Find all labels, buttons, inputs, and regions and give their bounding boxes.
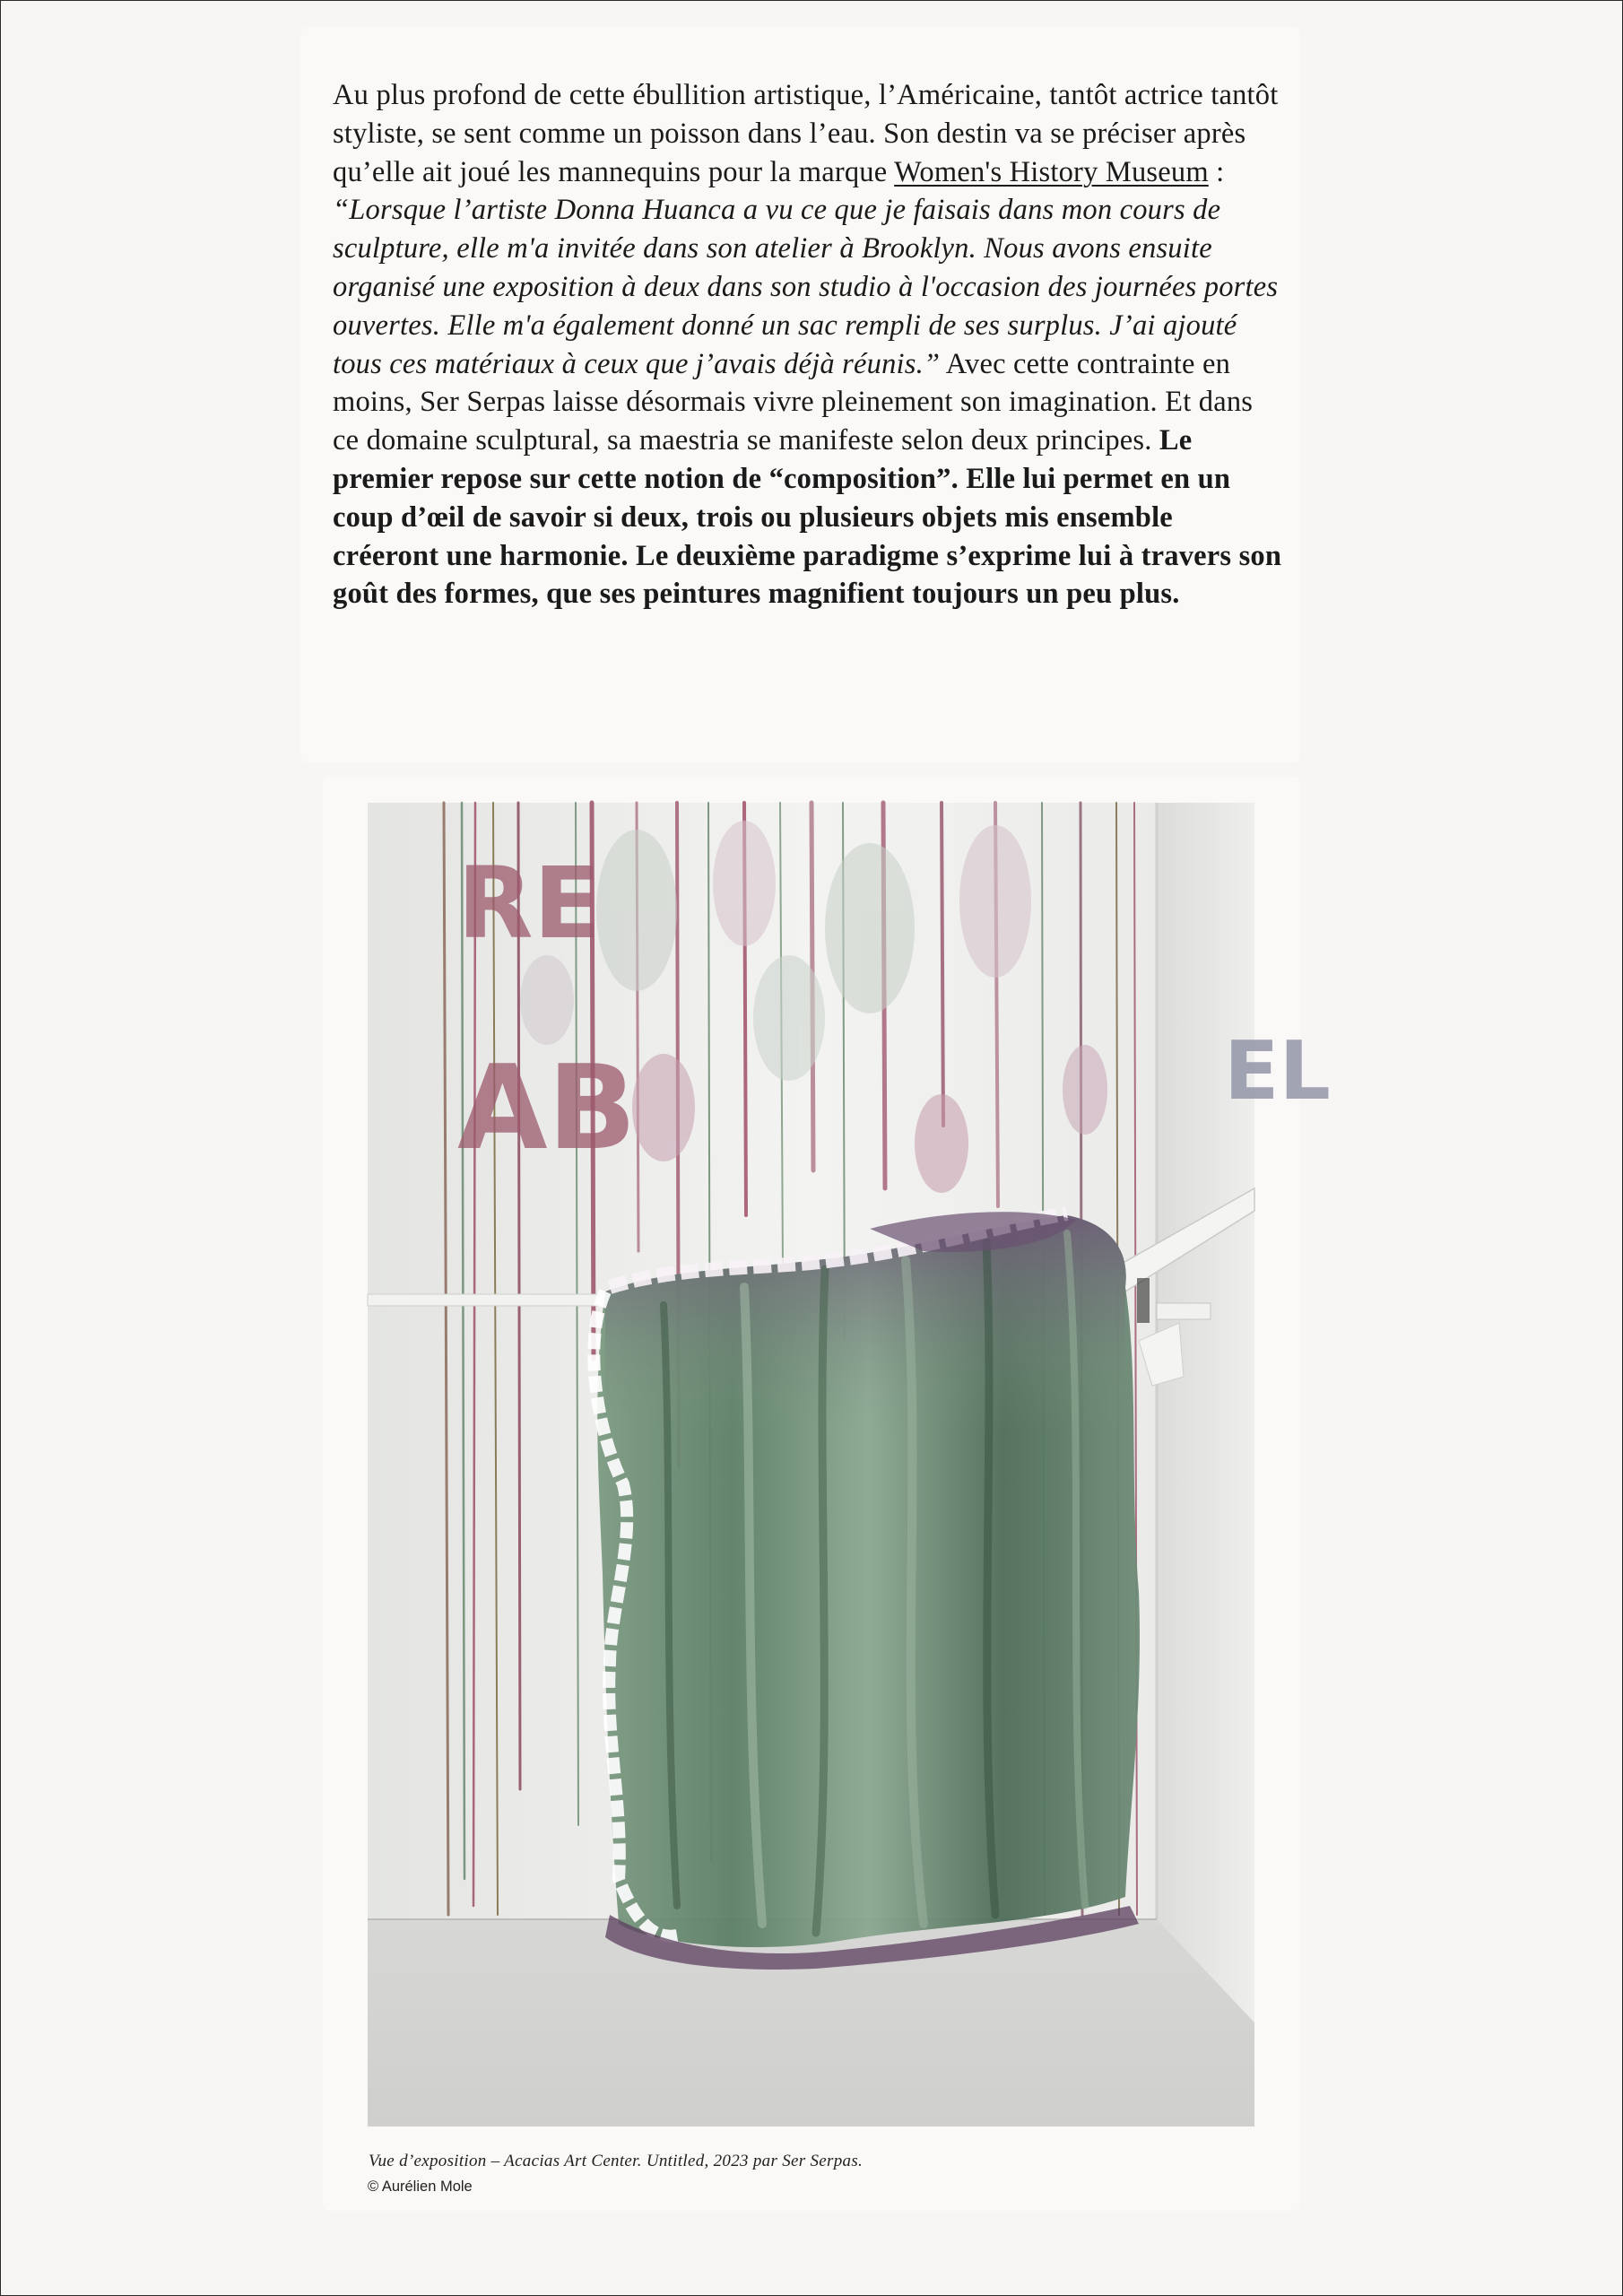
- svg-text:EL: EL: [1224, 1024, 1331, 1118]
- article-colon-text: :: [1208, 155, 1225, 188]
- photo-credit: © Aurélien Mole: [368, 2179, 473, 2195]
- photo-caption: Vue d’exposition – Acacias Art Center. Untitled, 2023 par Ser Serpas.: [369, 2152, 864, 2170]
- article-paragraph: [333, 76, 1283, 613]
- svg-text:RE: RE: [457, 846, 601, 961]
- exhibition-photo: [368, 803, 1331, 2126]
- article-middle-text: Avec cette contrainte en moins, Ser Serpas laisse désormais vivre pleinement son imagination. Et dans ce domaine sculptural, sa maestria se manifeste selon deux principes.: [333, 347, 1254, 457]
- article-intro-text: Au plus profond de cette ébullition artistique, l’Américaine, tantôt actrice tantôt styliste, se sent comme un poisson dans l’eau. Son destin va se préciser après qu’elle ait joué les mannequins pour la marque: [333, 79, 1279, 188]
- womens-history-museum-link[interactable]: Women's History Museum: [894, 155, 1209, 188]
- artist-quote: “Lorsque l’artiste Donna Huanca a vu ce que je faisais dans mon cours de sculpture, elle m'a invitée dans son atelier à Brooklyn. Nous avons ensuite organisé une exposition à deux dans son studio à l'occasion des journées portes ouvertes. Elle m'a également donné un sac rempli de ses surplus. J’ai ajouté tous ces matériaux à ceux que j’avais déjà réunis.”: [333, 194, 1279, 380]
- svg-text:AB: AB: [457, 1039, 637, 1176]
- article-bold-text: Le premier repose sur cette notion de “composition”. Elle lui permet en un coup d’œil de savoir si deux, trois ou plusieurs objets mis ensemble créeront une harmonie. Le deuxième paradigme s’exprime lui à travers son goût des formes, que ses peintures magnifient toujours un peu plus.: [333, 424, 1282, 611]
